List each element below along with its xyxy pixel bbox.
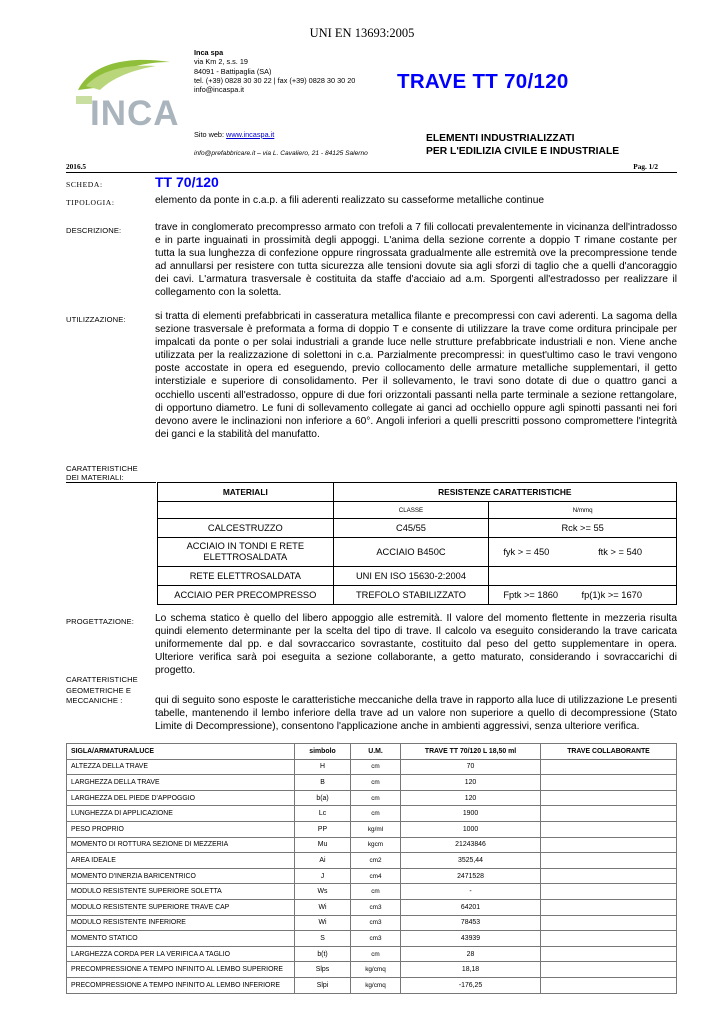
table-row (67, 962, 677, 978)
descrizione-label: DESCRIZIONE: (66, 226, 122, 235)
company-address: via Km 2, s.s. 19 (194, 57, 248, 67)
cell-collaborante (541, 790, 677, 806)
col-header-sigla: SIGLA/ARMATURA/LUCE (67, 744, 295, 760)
table-row (67, 899, 677, 915)
cell-value: 2471528 (401, 868, 541, 884)
table-row: RETE ELETTROSALDATA UNI EN ISO 15630-2:2004 (158, 567, 677, 586)
cell-unit: cm3 (351, 915, 401, 931)
table-row (67, 915, 677, 931)
cell-collaborante (541, 931, 677, 947)
cell-collaborante (541, 775, 677, 791)
cell-symbol: b(a) (295, 790, 351, 806)
table-row (67, 868, 677, 884)
cell-unit: kg/cmq (351, 977, 401, 993)
cell-symbol: H (295, 759, 351, 775)
cell-symbol: Slps (295, 962, 351, 978)
cell-value: 28 (401, 946, 541, 962)
cell-description: MODULO RESISTENTE INFERIORE (67, 915, 295, 931)
scheda-label: SCHEDA: (66, 180, 103, 189)
materials-header-resistances: RESISTENZE CARATTERISTICHE (333, 483, 676, 502)
table-row (67, 977, 677, 993)
company-info (194, 48, 355, 94)
cell-symbol: Mu (295, 837, 351, 853)
materials-subheader-class: CLASSE (333, 502, 489, 519)
cell-collaborante (541, 899, 677, 915)
geometriche-text: qui di seguito sono esposte le caratteristiche meccaniche della trave in rapporto alla luce di utilizzazione Le presenti tabelle, mantenendo il lembo inferiore della trave ad un valore non superiore a quello di decompressione (Stato Limite di Decompressione), consentono l'applicazione anche in ambienti aggressivi, senza ulteriore verifica. (155, 695, 677, 733)
materiali-label: CARATTERISTICHE DEI MATERIALI: (66, 464, 138, 482)
utilizzazione-label: UTILIZZAZIONE: (66, 315, 126, 324)
col-header-collaborante: TRAVE COLLABORANTE (541, 744, 677, 760)
header-divider (66, 172, 677, 173)
company-phone: tel. (+39) 0828 30 30 22 | fax (+39) 0828 30 30 20 (194, 75, 356, 85)
table-row (67, 946, 677, 962)
website-link[interactable]: www.incaspa.it (226, 130, 275, 139)
cell-description: PRECOMPRESSIONE A TEMPO INFINITO AL LEMBO SUPERIORE (67, 962, 295, 978)
cell-value: 1000 (401, 821, 541, 837)
cell-description: MOMENTO DI ROTTURA SEZIONE DI MEZZERIA (67, 837, 295, 853)
table-row (67, 931, 677, 947)
cell-description: LUNGHEZZA DI APPLICAZIONE (67, 806, 295, 822)
standard-reference: UNI EN 13693:2005 (309, 26, 415, 40)
cell-unit: cm2 (351, 853, 401, 869)
version: 2016.5 (66, 162, 87, 171)
table-row (67, 821, 677, 837)
cell-description: AREA IDEALE (67, 853, 295, 869)
cell-value: - (401, 884, 541, 900)
cell-value: 3525,44 (401, 853, 541, 869)
cell-unit: kgcm (351, 837, 401, 853)
table-row (67, 790, 677, 806)
cell-collaborante (541, 837, 677, 853)
cell-value: 70 (401, 759, 541, 775)
col-header-trave: TRAVE TT 70/120 L 18,50 ml (401, 744, 541, 760)
cell-collaborante (541, 806, 677, 822)
cell-collaborante (541, 915, 677, 931)
table-row (67, 775, 677, 791)
tipologia-label: TIPOLOGIA: (66, 198, 115, 207)
table-row: ACCIAIO PER PRECOMPRESSO TREFOLO STABILIZZATO Fptk >= 1860 fp(1)k >= 1670 (158, 586, 677, 605)
materials-subheader-unit: N/mmq (489, 502, 677, 519)
cell-description: MOMENTO D'INERZIA BARICENTRICO (67, 868, 295, 884)
cell-description: LARGHEZZA DEL PIEDE D'APPOGGIO (67, 790, 295, 806)
cell-symbol: b(t) (295, 946, 351, 962)
cell-unit: cm (351, 946, 401, 962)
inca-logo (72, 56, 187, 136)
document-title: TRAVE TT 70/120 (397, 70, 569, 93)
cell-unit: cm (351, 775, 401, 791)
descrizione-text: trave in conglomerato precompresso armato con trefoli a 7 fili collocati prevalentemente in vicinanza dell'intradosso e in parte inguainati in prossimità degli appoggi. L'anima della sezione corrente a doppio T rimane costante per tutta la sua lunghezza di confezione oppure ringrossata gradualmente alle estremità ove la precompressione tende ad annullarsi per resistere con tutta sicurezza alle tensioni dovute sia agli sforzi di taglio che a quelli d'ancoraggio dei cavi. L'armatura trasversale è costituita da staffe d'acciaio ad a.m. Sporgenti all'estradosso per realizzare il collegamento con la soletta. (155, 222, 677, 299)
company-name: Inca spa (194, 48, 224, 57)
cell-description: MOMENTO STATICO (67, 931, 295, 947)
cell-unit: cm (351, 759, 401, 775)
table-row (67, 884, 677, 900)
materials-header-material: MATERIALI (158, 483, 334, 502)
cell-value: 21243846 (401, 837, 541, 853)
cell-unit: cm (351, 806, 401, 822)
tipologia-text: elemento da ponte in c.a.p. a fili aderenti realizzato su casseforme metalliche continue (155, 195, 545, 206)
cell-unit: cm4 (351, 868, 401, 884)
cell-description: PESO PROPRIO (67, 821, 295, 837)
cell-collaborante (541, 759, 677, 775)
cell-value: 43939 (401, 931, 541, 947)
logo-text: INCA (90, 94, 180, 133)
document-subtitle: ELEMENTI INDUSTRIALIZZATI PER L'EDILIZIA CIVILE E INDUSTRIALE (426, 133, 620, 157)
cell-value: 78453 (401, 915, 541, 931)
company-website: Sito web: www.incaspa.it (194, 130, 275, 139)
cell-value: 64201 (401, 899, 541, 915)
table-row: ACCIAIO IN TONDI E RETE ELETTROSALDATA ACCIAIO B450C fyk > = 450 ftk > = 540 (158, 538, 677, 567)
utilizzazione-text: si tratta di elementi prefabbricati in casseratura metallica filante e precompressi con cavi aderenti. La sagoma della sezione trasversale è preformata a forma di doppio T e consente di utilizzare la trave come orditura principale per impalcati da ponte o per solai industriali a grande luce nelle strutture prefabbricate industriali e non. Viene anche utilizzata per la realizzazione di solettoni in c.a. Parzialmente precompressi: in quest'ultimo caso le travi vengono poste accostate in opera ed eseguendo, previo collocamento delle armature metalliche supplementari, il getto interstiziale e superiore di consolidamento. Per il sollevamento, le travi sono dotate di due o quattro ganci a occhiello uscenti all'estradosso, oppure di due fori orizzontali passanti nella parte terminale a sezione rettangolare, di opportuno diametro. Le funi di sollevamento collegate ai ganci ad occhiello oppure agli spinotti passanti nei fori devono avere le inclinazioni non inferiore a 60°. Angoli inferiori a quelli prescritti possono compromettere l'integrità dei ganci e la stabilità del manufatto. (155, 311, 677, 440)
cell-symbol: Lc (295, 806, 351, 822)
table-row (67, 837, 677, 853)
cell-symbol: Slpi (295, 977, 351, 993)
cell-description: LARGHEZZA DELLA TRAVE (67, 775, 295, 791)
cell-value: 120 (401, 775, 541, 791)
geometric-properties-table (66, 743, 677, 994)
cell-symbol: Ai (295, 853, 351, 869)
cell-symbol: Wi (295, 899, 351, 915)
company-footer-line: info@prefabbricare.it – via L. Cavaliero, 21 - 84125 Salerno (194, 150, 368, 157)
col-header-simbolo: simbolo (295, 744, 351, 760)
scheda-value: TT 70/120 (155, 174, 219, 190)
cell-unit: cm (351, 884, 401, 900)
cell-symbol: B (295, 775, 351, 791)
materials-table (157, 482, 677, 605)
company-city: 84091 - Battipaglia (SA) (194, 66, 272, 76)
cell-description: PRECOMPRESSIONE A TEMPO INFINITO AL LEMBO INFERIORE (67, 977, 295, 993)
cell-value: -176,25 (401, 977, 541, 993)
col-header-um: U.M. (351, 744, 401, 760)
progettazione-text: Lo schema statico è quello del libero appoggio alle estremità. Il valore del momento flettente in mezzeria risulta quindi elemento determinante per la scelta del tipo di trave. Il calcolo va eseguito considerando la trave caricata uniformemente dal pp. e dal sovraccarico sovrastante, costituito dal peso del getto supplementare in opera. Ulteriore verifica sarà poi eseguita a sezione collaborante, a getto maturato, considerando i sovraccarichi di progetto. (155, 613, 677, 677)
cell-symbol: Ws (295, 884, 351, 900)
cell-collaborante (541, 853, 677, 869)
cell-description: LARGHEZZA CORDA PER LA VERIFICA A TAGLIO (67, 946, 295, 962)
cell-symbol: PP (295, 821, 351, 837)
cell-collaborante (541, 821, 677, 837)
cell-unit: cm3 (351, 931, 401, 947)
cell-collaborante (541, 962, 677, 978)
cell-unit: cm3 (351, 899, 401, 915)
cell-value: 1900 (401, 806, 541, 822)
cell-symbol: J (295, 868, 351, 884)
progettazione-label: PROGETTAZIONE: (66, 617, 134, 626)
materiali-label-underline (66, 482, 156, 483)
table-row: CALCESTRUZZO C45/55 Rck >= 55 (158, 519, 677, 538)
company-email: info@incaspa.it (194, 85, 244, 95)
cell-collaborante (541, 977, 677, 993)
table-row (67, 759, 677, 775)
cell-unit: kg/cmq (351, 962, 401, 978)
cell-collaborante (541, 884, 677, 900)
cell-description: MODULO RESISTENTE SUPERIORE TRAVE CAP (67, 899, 295, 915)
cell-unit: kg/ml (351, 821, 401, 837)
cell-description: ALTEZZA DELLA TRAVE (67, 759, 295, 775)
geometriche-label: CARATTERISTICHE GEOMETRICHE E MECCANICHE : (66, 675, 138, 705)
cell-symbol: Wi (295, 915, 351, 931)
cell-unit: cm (351, 790, 401, 806)
cell-symbol: S (295, 931, 351, 947)
cell-value: 18,18 (401, 962, 541, 978)
page-number: Pag. 1/2 (633, 162, 658, 171)
cell-value: 120 (401, 790, 541, 806)
cell-collaborante (541, 946, 677, 962)
cell-collaborante (541, 868, 677, 884)
table-row (67, 806, 677, 822)
cell-description: MODULO RESISTENTE SUPERIORE SOLETTA (67, 884, 295, 900)
table-row (67, 853, 677, 869)
